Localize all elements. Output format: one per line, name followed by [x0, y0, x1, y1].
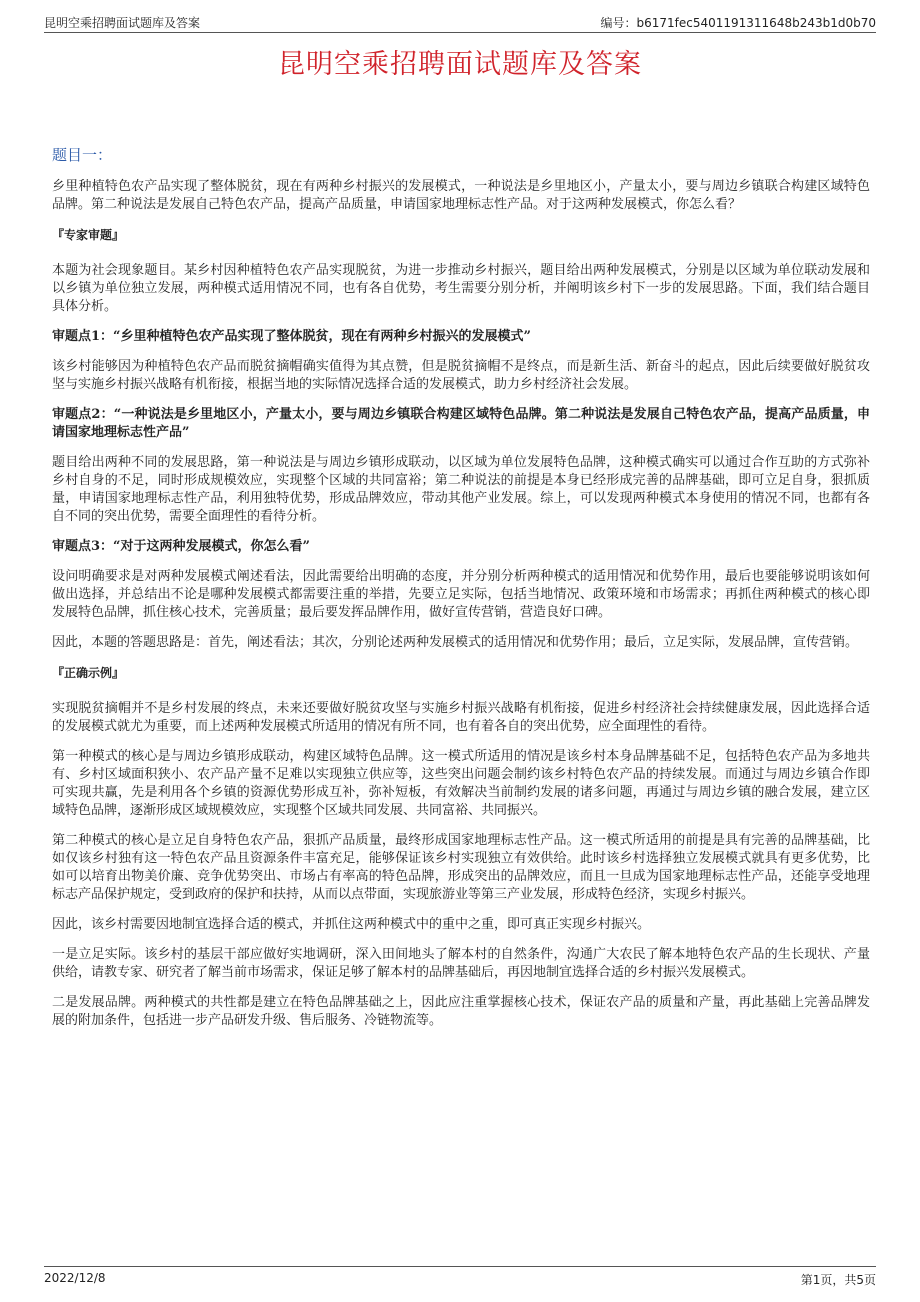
answer-paragraph: 第二种模式的核心是立足自身特色农产品，狠抓产品质量，最终形成国家地理标志性产品。这一模式所适用的前提是具有完善的品牌基础，比如仅该乡村独有这一特色农产品且资源条件丰富充足，能够保证该乡村实现独立有效供给。此时该乡村选择独立发展模式就具有更多优势，比如可以培育出物美价廉、竞争优势突出、市场占有率高的特色品牌，形成突出的品牌效应，而且一旦成为国家地理标志性产品，还能享受地理标志产品保护规定，受到政府的保护和扶持，从而以点带面，实现旅游业等第三产业发展，形成特色经济，实现乡村振兴。 [52, 833, 870, 902]
page-title: 昆明空乘招聘面试题库及答案 [278, 49, 642, 80]
answer-paragraph: 因此，该乡村需要因地制宜选择合适的模式，并抓住这两种模式中的重中之重，即可真正实现乡村振兴。 [52, 917, 651, 932]
review-point-1-body: 该乡村能够因为种植特色农产品而脱贫摘帽确实值得为其点赞，但是脱贫摘帽不是终点，而是新生活、新奋斗的起点，因此后续要做好脱贫攻坚与实施乡村振兴战略有机衔接，根据当地的实际情况选择合适的发展模式，助力乡村经济社会发展。 [52, 359, 870, 392]
page-header [44, 12, 876, 33]
header-doc-title: 昆明空乘招聘面试题库及答案 [44, 16, 201, 30]
review-point-2-title: 审题点2：“一种说法是乡里地区小，产量太小，要与周边乡镇联合构建区域特色品牌。第二种说法是发展自己特色农产品，提高产品质量，申请国家地理标志性产品” [52, 407, 870, 440]
review-point-3-body: 设问明确要求是对两种发展模式阐述看法，因此需要给出明确的态度，并分别分析两种模式的适用情况和优势作用，最后也要能够说明该如何做出选择，并总结出不论是哪种发展模式都需要注重的举措，先要立足实际，包括当地情况、政策环境和市场需求；再抓住两种模式的核心即发展特色品牌，抓住核心技术，完善质量；最后要发挥品牌作用，做好宣传营销，营造良好口碑。 [52, 569, 870, 620]
answer-paragraph: 一是立足实际。该乡村的基层干部应做好实地调研，深入田间地头了解本村的自然条件，沟通广大农民了解本地特色农产品的生长现状、产量供给，请教专家、研究者了解当前市场需求，保证足够了解本村的品牌基础后，再因地制宜选择合适的乡村振兴发展模式。 [52, 947, 870, 980]
footer-page-number: 第1页，共5页 [800, 1273, 876, 1287]
correct-example-tag: 『正确示例』 [52, 666, 125, 680]
document-body [52, 146, 870, 1042]
question-text: 乡里种植特色农产品实现了整体脱贫，现在有两种乡村振兴的发展模式，一种说法是乡里地区小，产量太小，要与周边乡镇联合构建区域特色品牌。第二种说法是发展自己特色农产品，提高产品质量，申请国家地理标志性产品。对于这两种发展模式，你怎么看？ [52, 179, 870, 212]
answer-paragraph: 第一种模式的核心是与周边乡镇形成联动，构建区域特色品牌。这一模式所适用的情况是该乡村本身品牌基础不足，包括特色农产品为多地共有、乡村区域面积狭小、农产品产量不足难以实现独立供应等，这些突出问题会制约该乡村特色农产品的持续发展。而通过与周边乡镇合作即可实现共赢，先是利用各个乡镇的资源优势形成互补，弥补短板，有效解决当前制约发展的诸多问题，再通过与周边乡镇的融合发展，建立区域特色品牌，逐渐形成区域规模效应，实现整个区域共同发展、共同富裕、共同振兴。 [52, 749, 870, 818]
review-point-1-title: 审题点1：“乡里种植特色农产品实现了整体脱贫，现在有两种乡村振兴的发展模式” [52, 329, 532, 344]
expert-review-tag: 『专家审题』 [52, 228, 125, 242]
answer-paragraph: 二是发展品牌。两种模式的共性都是建立在特色品牌基础之上，因此应注重掌握核心技术，保证农产品的质量和产量，再此基础上完善品牌发展的附加条件，包括进一步产品研发升级、售后服务、冷链物流等。 [52, 995, 870, 1028]
answer-approach-summary: 因此，本题的答题思路是：首先，阐述看法；其次，分别论述两种发展模式的适用情况和优势作用；最后，立足实际，发展品牌，宣传营销。 [52, 635, 859, 650]
answer-paragraph: 实现脱贫摘帽并不是乡村发展的终点，未来还要做好脱贫攻坚与实施乡村振兴战略有机衔接，促进乡村经济社会持续健康发展，因此选择合适的发展模式就尤为重要，而上述两种发展模式所适用的情况有所不同，也有着各自的突出优势，应全面理性的看待。 [52, 701, 870, 734]
review-point-3-title: 审题点3：“对于这两种发展模式，你怎么看” [52, 539, 311, 554]
review-point-2-body: 题目给出两种不同的发展思路，第一种说法是与周边乡镇形成联动，以区域为单位发展特色品牌，这种模式确实可以通过合作互助的方式弥补乡村自身的不足，同时形成规模效应，实现整个区域的共同富裕；第二种说法的前提是本身已经形成完善的品牌基础，即可立足自身，狠抓质量，申请国家地理标志性产品，利用独特优势，形成品牌效应，带动其他产业发展。综上，可以发现两种模式本身使用的情况不同，也都有各自不同的突出优势，需要全面理性的看待分析。 [52, 455, 870, 524]
page-footer [44, 1266, 876, 1289]
expert-intro: 本题为社会现象题目。某乡村因种植特色农产品实现脱贫，为进一步推动乡村振兴，题目给出两种发展模式，分别是以区域为单位联动发展和以乡镇为单位独立发展，两种模式适用情况不同，也有各自优势，考生需要分别分析，并阐明该乡村下一步的发展思路。下面，我们结合题目具体分析。 [52, 263, 870, 314]
section-heading: 题目一： [52, 146, 113, 164]
header-doc-id: 编号：b6171fec5401191311648b243b1d0b70 [600, 16, 876, 30]
footer-date: 2022/12/8 [44, 1271, 106, 1285]
